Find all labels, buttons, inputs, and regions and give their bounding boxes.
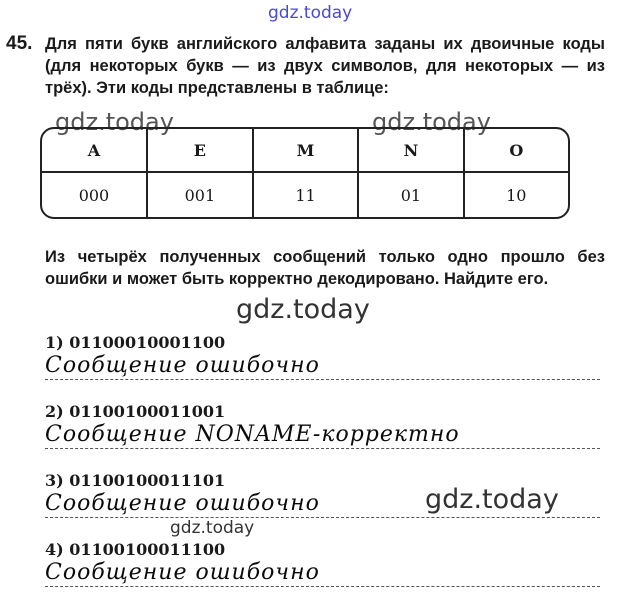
table-header-row bbox=[42, 129, 568, 173]
table-cell: 10 bbox=[506, 185, 527, 205]
table-cell: 000 bbox=[42, 173, 148, 217]
answer-line bbox=[45, 517, 600, 518]
table-cell: 11 bbox=[254, 173, 359, 217]
option-item bbox=[45, 402, 605, 447]
table-cell: 001 bbox=[148, 173, 254, 217]
option-item bbox=[45, 333, 605, 378]
answer-line bbox=[45, 379, 600, 380]
option-message: 4) 01100100011100 bbox=[45, 540, 226, 559]
table-header-cell: A bbox=[42, 129, 148, 173]
answer-line bbox=[45, 448, 600, 449]
option-message: 1) 01100010001100 bbox=[45, 333, 226, 352]
option-item bbox=[45, 540, 605, 585]
handwritten-answer: Сообщение ошибочно bbox=[45, 491, 320, 516]
table-header-cell: N bbox=[359, 129, 464, 173]
answer-line bbox=[45, 586, 600, 587]
watermark: gdz.today bbox=[372, 108, 491, 136]
watermark: gdz.today bbox=[170, 518, 255, 538]
table-header-cell: E bbox=[148, 129, 254, 173]
option-message: 2) 01100100011001 bbox=[45, 402, 226, 421]
watermark: gdz.today bbox=[236, 294, 370, 325]
question-text: Из четырёх полученных сообщений только одно прошло без ошибки и может быть корректно декодировано. Найдите его. bbox=[45, 248, 605, 288]
handwritten-answer: Сообщение NONAME-корректно bbox=[45, 422, 460, 447]
table-header-cell: O bbox=[465, 129, 568, 173]
table-row bbox=[42, 173, 568, 217]
codes-table bbox=[40, 127, 570, 219]
table-cell: 01 bbox=[359, 173, 464, 217]
watermark: gdz.today bbox=[425, 484, 559, 515]
handwritten-answer: Сообщение ошибочно bbox=[45, 560, 320, 585]
task-number: 45. bbox=[6, 33, 33, 54]
task-text: Для пяти букв английского алфавита заданы их двоичные коды (для некоторых букв — из двух символов, для некоторых — из трёх). Эти коды представлены в таблице: bbox=[45, 35, 605, 97]
table-header-cell: M bbox=[254, 129, 359, 173]
watermark-top: gdz.today bbox=[268, 3, 353, 23]
watermark: gdz.today bbox=[55, 108, 174, 136]
option-message: 3) 01100100011101 bbox=[45, 471, 226, 490]
handwritten-answer: Сообщение ошибочно bbox=[45, 353, 320, 378]
